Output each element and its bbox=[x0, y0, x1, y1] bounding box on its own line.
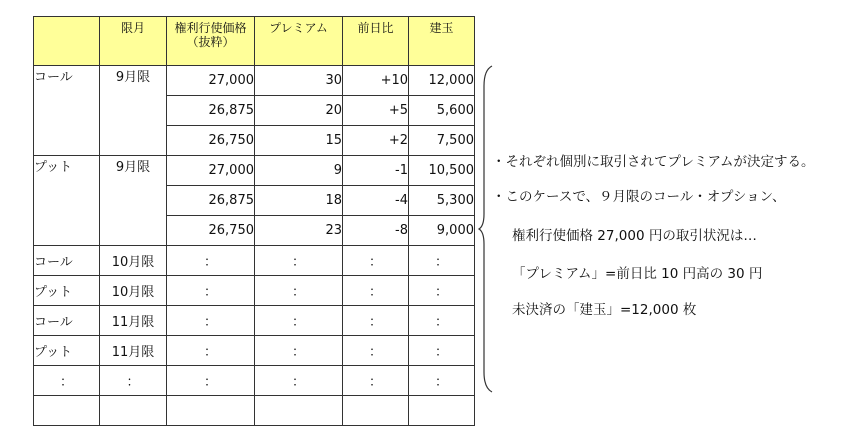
row-month-label: 9月限 bbox=[100, 156, 167, 246]
note-line-4: 「プレミアム」=前日比 10 円高の 30 円 bbox=[512, 266, 763, 282]
header-premium: プレミアム bbox=[255, 17, 343, 66]
ellipsis-cell: ： bbox=[100, 366, 167, 396]
row-type-label: コール bbox=[34, 66, 100, 156]
row-type-label: プット bbox=[34, 156, 100, 246]
row-type-label: コール bbox=[34, 246, 100, 276]
ellipsis-cell: ： bbox=[167, 306, 255, 336]
open-interest-cell: 10,500 bbox=[409, 156, 475, 186]
ellipsis-cell: ： bbox=[409, 336, 475, 366]
strike-cell: 26,875 bbox=[167, 186, 255, 216]
change-cell: -8 bbox=[343, 216, 409, 246]
table-row bbox=[34, 306, 475, 336]
header-strike bbox=[167, 17, 255, 66]
open-interest-cell: 9,000 bbox=[409, 216, 475, 246]
empty-cell bbox=[167, 396, 255, 426]
ellipsis-cell: ： bbox=[167, 336, 255, 366]
table-row bbox=[34, 276, 475, 306]
header-open-interest: 建玉 bbox=[409, 17, 475, 66]
row-month-label: 9月限 bbox=[100, 66, 167, 156]
strike-cell: 26,875 bbox=[167, 96, 255, 126]
row-type-label: プット bbox=[34, 336, 100, 366]
ellipsis-cell: ： bbox=[167, 246, 255, 276]
header-strike-line1: 権利行使価格 bbox=[174, 21, 247, 35]
table-row bbox=[34, 246, 475, 276]
ellipsis-cell: ： bbox=[409, 276, 475, 306]
empty-cell bbox=[409, 396, 475, 426]
ellipsis-cell: ： bbox=[167, 366, 255, 396]
note-line-2: ・このケースで、９月限のコール・オプション、 bbox=[492, 189, 786, 205]
header-month: 限月 bbox=[100, 17, 167, 66]
open-interest-cell: 12,000 bbox=[409, 66, 475, 96]
premium-cell: 18 bbox=[255, 186, 343, 216]
change-cell: +5 bbox=[343, 96, 409, 126]
strike-cell: 26,750 bbox=[167, 216, 255, 246]
strike-cell: 27,000 bbox=[167, 156, 255, 186]
header-strike-line2: （抜粋） bbox=[186, 35, 235, 49]
strike-cell: 27,000 bbox=[167, 66, 255, 96]
change-cell: +2 bbox=[343, 126, 409, 156]
note-line-1: ・それぞれ個別に取引されてプレミアムが決定する。 bbox=[492, 154, 815, 170]
ellipsis-cell: ： bbox=[343, 366, 409, 396]
row-type-label: コール bbox=[34, 306, 100, 336]
header-change: 前日比 bbox=[343, 17, 409, 66]
curly-brace bbox=[478, 64, 494, 394]
open-interest-cell: 5,300 bbox=[409, 186, 475, 216]
table-row-empty bbox=[34, 396, 475, 426]
table-row bbox=[34, 156, 475, 186]
row-month-label: 10月限 bbox=[100, 276, 167, 306]
ellipsis-cell: ： bbox=[409, 246, 475, 276]
option-table bbox=[33, 16, 475, 426]
empty-cell bbox=[255, 396, 343, 426]
ellipsis-cell: ： bbox=[343, 276, 409, 306]
ellipsis-cell: ： bbox=[255, 246, 343, 276]
table-row bbox=[34, 336, 475, 366]
row-type-label: プット bbox=[34, 276, 100, 306]
ellipsis-cell: ： bbox=[409, 366, 475, 396]
ellipsis-cell: ： bbox=[167, 276, 255, 306]
strike-cell: 26,750 bbox=[167, 126, 255, 156]
change-cell: -4 bbox=[343, 186, 409, 216]
table-row bbox=[34, 66, 475, 96]
row-month-label: 10月限 bbox=[100, 246, 167, 276]
premium-cell: 15 bbox=[255, 126, 343, 156]
ellipsis-cell: ： bbox=[255, 276, 343, 306]
premium-cell: 20 bbox=[255, 96, 343, 126]
premium-cell: 30 bbox=[255, 66, 343, 96]
ellipsis-cell: ： bbox=[409, 306, 475, 336]
ellipsis-cell: ： bbox=[255, 306, 343, 336]
ellipsis-cell: ： bbox=[343, 246, 409, 276]
ellipsis-cell: ： bbox=[255, 366, 343, 396]
ellipsis-cell: ： bbox=[343, 336, 409, 366]
header-row bbox=[34, 17, 475, 66]
premium-cell: 23 bbox=[255, 216, 343, 246]
open-interest-cell: 5,600 bbox=[409, 96, 475, 126]
empty-cell bbox=[343, 396, 409, 426]
empty-cell bbox=[34, 396, 100, 426]
row-month-label: 11月限 bbox=[100, 306, 167, 336]
premium-cell: 9 bbox=[255, 156, 343, 186]
table-row bbox=[34, 366, 475, 396]
note-line-3: 権利行使価格 27,000 円の取引状況は… bbox=[512, 228, 757, 244]
empty-cell bbox=[100, 396, 167, 426]
row-month-label: 11月限 bbox=[100, 336, 167, 366]
change-cell: +10 bbox=[343, 66, 409, 96]
open-interest-cell: 7,500 bbox=[409, 126, 475, 156]
ellipsis-cell: ： bbox=[34, 366, 100, 396]
note-line-5: 未決済の「建玉」=12,000 枚 bbox=[512, 302, 697, 318]
change-cell: -1 bbox=[343, 156, 409, 186]
header-type bbox=[34, 17, 100, 66]
ellipsis-cell: ： bbox=[255, 336, 343, 366]
ellipsis-cell: ： bbox=[343, 306, 409, 336]
